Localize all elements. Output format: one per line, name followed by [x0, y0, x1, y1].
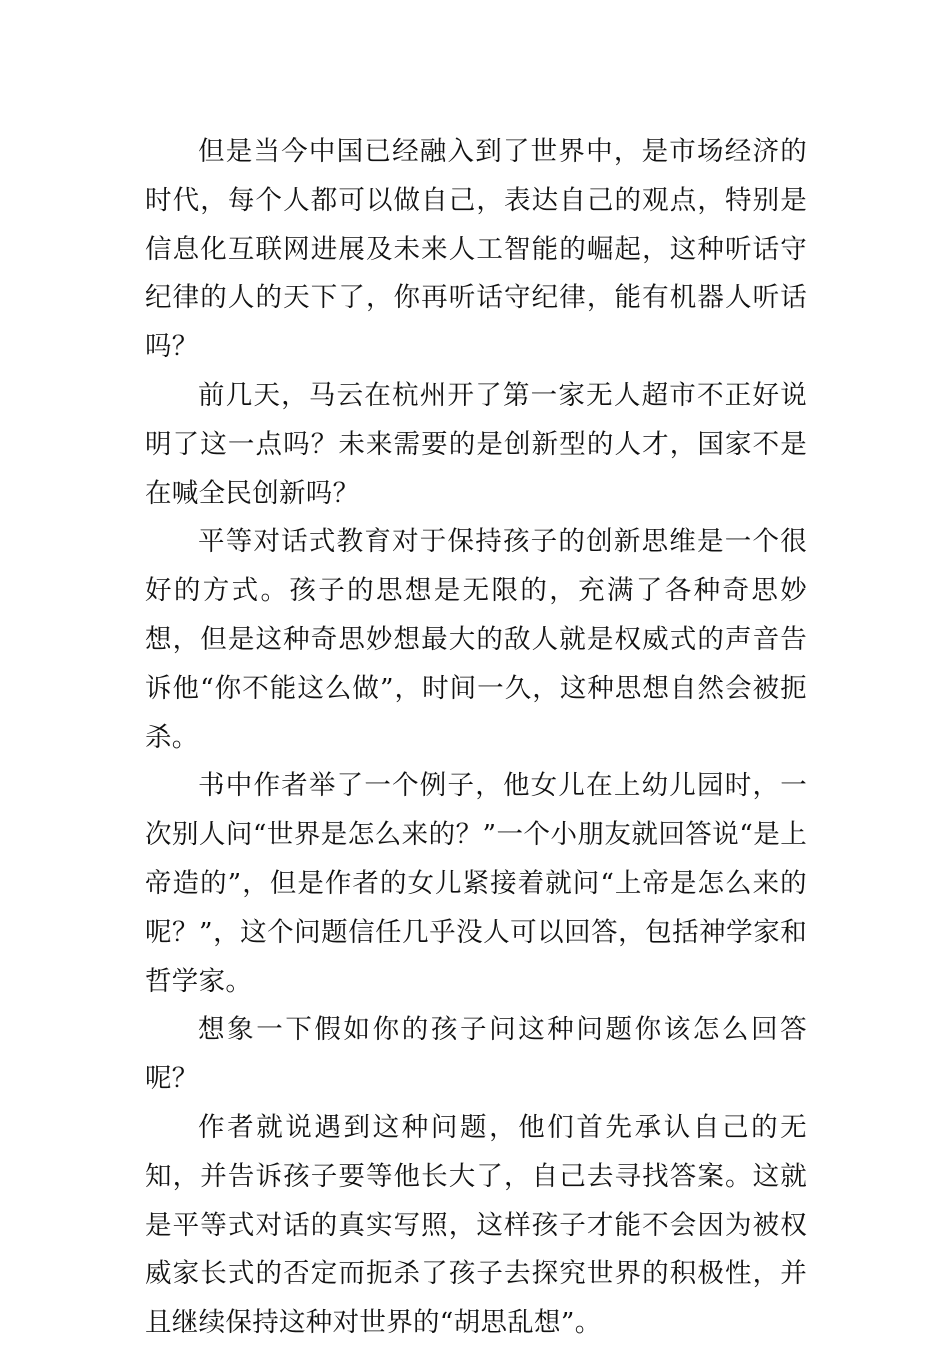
- paragraph-3: 平等对话式教育对于保持孩子的创新思维是一个很好的方式。孩子的思想是无限的，充满了各种奇思妙想，但是这种奇思妙想最大的敌人就是权威式的声音告诉他“你不能这么做”，时间一久，这种思想自然会被扼杀。: [145, 526, 807, 753]
- paragraph-2: 前几天，马云在杭州开了第一家无人超市不正好说明了这一点吗？未来需要的是创新型的人才，国家不是在喊全民创新吗？: [145, 379, 807, 509]
- paragraph-1: 但是当今中国已经融入到了世界中，是市场经济的时代，每个人都可以做自己，表达自己的观点，特别是信息化互联网进展及未来人工智能的崛起，这种听话守纪律的人的天下了，你再听话守纪律，能有机器人听话吗？: [145, 136, 807, 363]
- document-body: [145, 128, 807, 1348]
- paragraph-6: 作者就说遇到这种问题，他们首先承认自己的无知，并告诉孩子要等他长大了，自己去寻找答案。这就是平等式对话的真实写照，这样孩子才能不会因为被权威家长式的否定而扼杀了孩子去探究世界的积极性，并且继续保持这种对世界的“胡思乱想”。: [145, 1111, 807, 1339]
- paragraph-5: 想象一下假如你的孩子问这种问题你该怎么回答呢？: [145, 1014, 807, 1095]
- paragraph-4: 书中作者举了一个例子，他女儿在上幼儿园时，一次别人问“世界是怎么来的？”一个小朋友就回答说“是上帝造的”，但是作者的女儿紧接着就问“上帝是怎么来的呢？”，这个问题信任几乎没人可以回答，包括神学家和哲学家。: [145, 770, 808, 997]
